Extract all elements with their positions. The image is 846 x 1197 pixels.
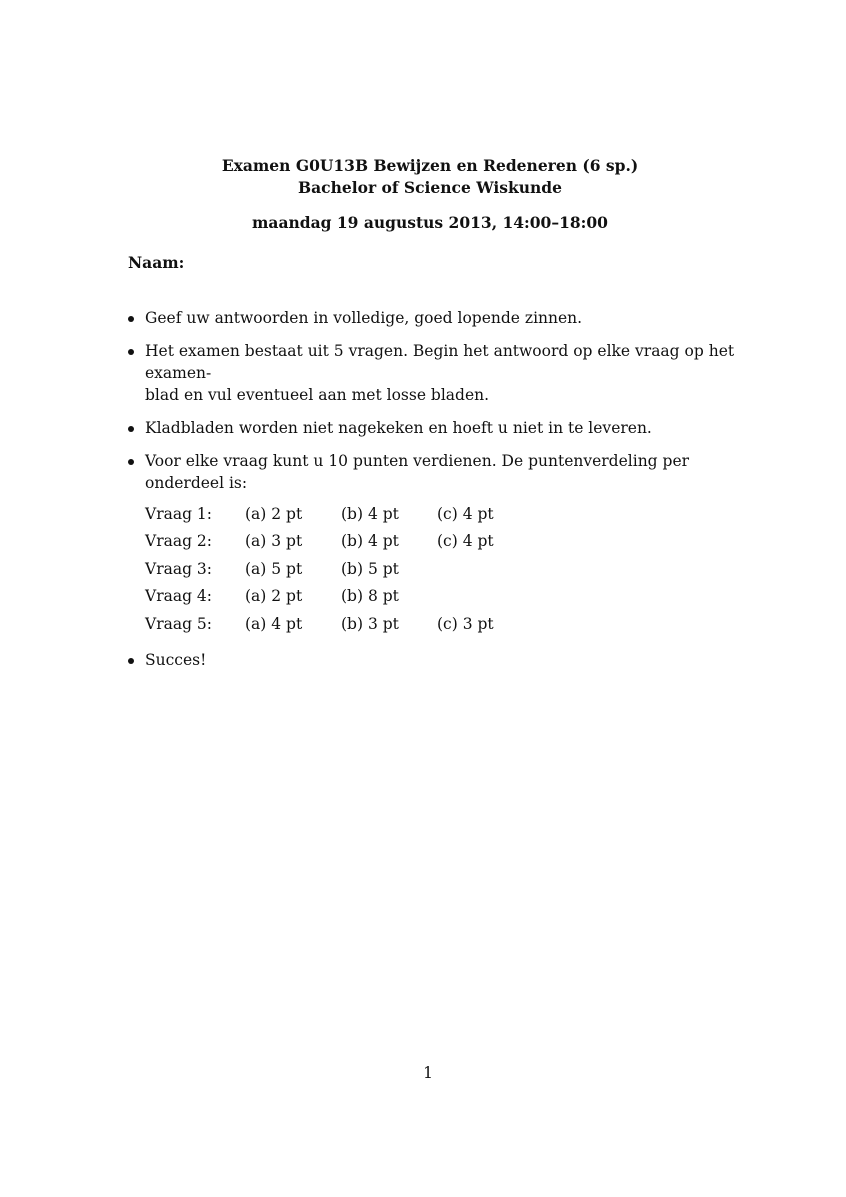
instructions-list <box>128 307 748 682</box>
part-c-points: (c) 3 pt <box>437 614 494 633</box>
page-number: 1 <box>423 1064 433 1082</box>
bullet-icon <box>128 349 134 355</box>
part-c-points <box>437 555 517 583</box>
exam-title-block <box>0 155 846 199</box>
bullet-icon <box>128 316 134 322</box>
table-row <box>145 583 517 611</box>
instruction-text-continued: blad en vul eventueel aan met losse bladen. <box>145 386 490 404</box>
instruction-text: Geef uw antwoorden in volledige, goed lopende zinnen. <box>145 309 583 327</box>
instruction-item <box>128 340 748 406</box>
part-c-points: (c) 4 pt <box>437 504 494 523</box>
points-table <box>145 500 517 638</box>
part-c-points: (c) 4 pt <box>437 532 494 551</box>
exam-date: maandag 19 augustus 2013, 14:00–18:00 <box>252 213 608 232</box>
instruction-item <box>128 307 748 329</box>
part-b-points: (b) 4 pt <box>341 504 399 523</box>
part-a-points: (a) 2 pt <box>245 504 303 523</box>
part-b-points: (b) 3 pt <box>341 614 399 633</box>
table-row <box>145 555 517 583</box>
question-label: Vraag 5: <box>145 614 213 633</box>
instruction-text: Het examen bestaat uit 5 vragen. Begin het antwoord op elke vraag op het examen- <box>145 342 735 382</box>
table-row <box>145 610 517 638</box>
question-label: Vraag 2: <box>145 532 213 551</box>
part-a-points: (a) 5 pt <box>245 559 303 578</box>
part-b-points: (b) 8 pt <box>341 587 399 606</box>
bullet-icon <box>128 658 134 664</box>
table-row <box>145 528 517 556</box>
instruction-text: Succes! <box>145 650 207 669</box>
instruction-item <box>128 417 748 439</box>
part-a-points: (a) 3 pt <box>245 532 303 551</box>
part-b-points: (b) 5 pt <box>341 559 399 578</box>
instruction-text: Kladbladen worden niet nagekeken en hoeft u niet in te leveren. <box>145 419 652 437</box>
instruction-text: Voor elke vraag kunt u 10 punten verdienen. De puntenverdeling per onderdeel is: <box>145 452 690 492</box>
question-label: Vraag 1: <box>145 504 213 523</box>
bullet-icon <box>128 426 134 432</box>
table-row <box>145 500 517 528</box>
question-label: Vraag 3: <box>145 559 213 578</box>
instruction-item <box>128 450 748 638</box>
program-name: Bachelor of Science Wiskunde <box>298 178 562 197</box>
exam-title: Examen G0U13B Bewijzen en Redeneren (6 sp.) <box>221 156 639 175</box>
bullet-icon <box>128 459 134 465</box>
part-a-points: (a) 4 pt <box>245 614 303 633</box>
instruction-item <box>128 649 748 671</box>
part-b-points: (b) 4 pt <box>341 532 399 551</box>
part-a-points: (a) 2 pt <box>245 587 303 606</box>
question-label: Vraag 4: <box>145 587 213 606</box>
name-label: Naam: <box>128 253 185 272</box>
part-c-points <box>437 583 517 611</box>
